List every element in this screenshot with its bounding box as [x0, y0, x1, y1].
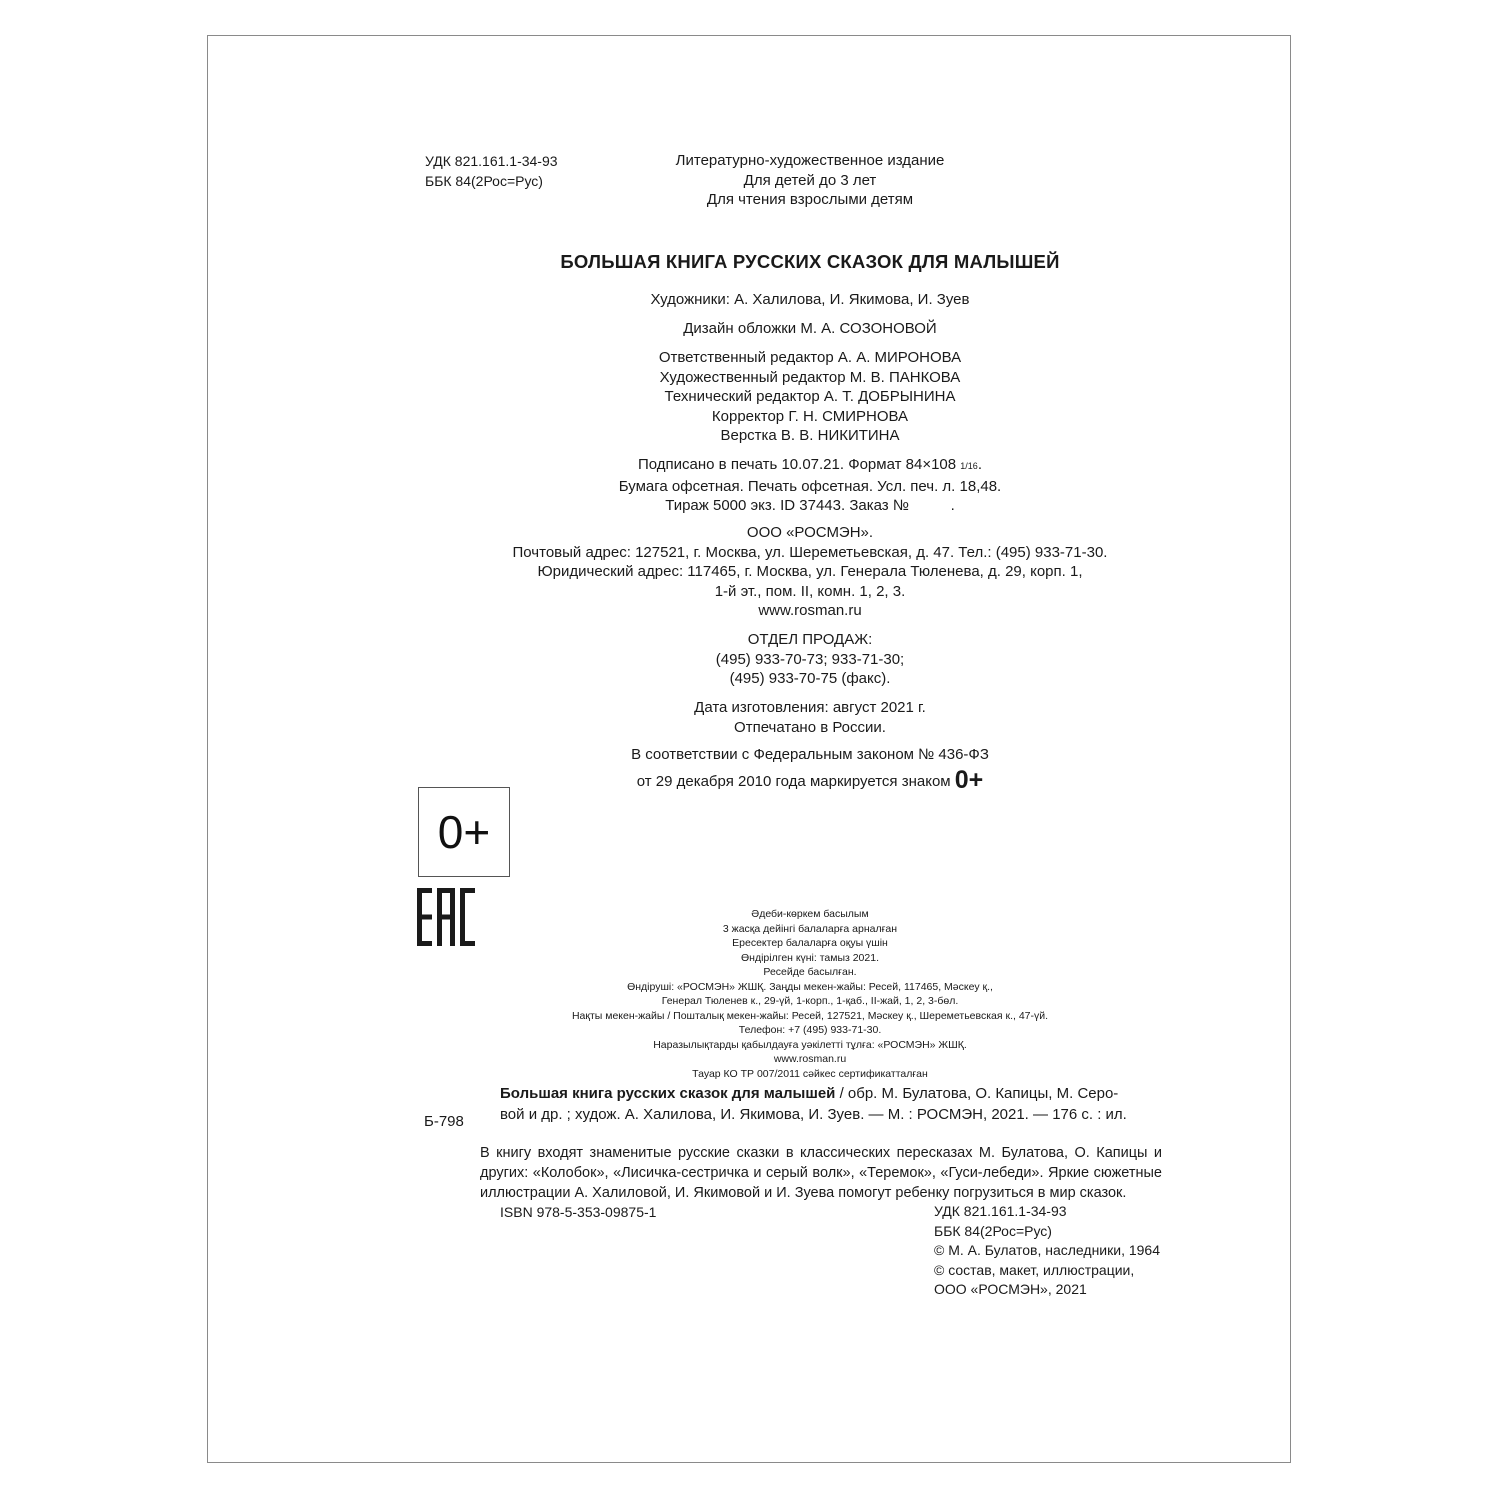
kazakh-line: Генерал Тюленев к., 29-үй, 1-корп., 1-қаб., ІІ-жай, 1, 2, 3-бөл.	[661, 995, 959, 1007]
kazakh-line: www.rosman.ru	[773, 1053, 847, 1065]
editors-block	[440, 348, 1180, 446]
kazakh-line: Әдеби-көркем басылым	[751, 908, 869, 920]
bbk-line: ББК 84(2Рос=Рус)	[425, 173, 543, 189]
biblio-line-2: вой и др. ; худож. А. Халилова, И. Якимова, И. Зуев. — М. : РОСМЭН, 2021. — 176 с. : ил.	[500, 1106, 1127, 1123]
kazakh-line: Ересектер балаларға оқуы үшін	[732, 937, 888, 949]
print-info-line-1	[440, 455, 1180, 477]
edition-reading: Для чтения взрослыми детям	[706, 191, 914, 208]
print-info-line-3: Тираж 5000 экз. ID 37443. Заказ № .	[665, 497, 955, 514]
isbn-number: ISBN 978-5-353-09875-1	[500, 1204, 657, 1220]
age-rating-badge: 0+	[418, 787, 510, 877]
editor-line: Технический редактор А. Т. ДОБРЫНИНА	[664, 388, 956, 405]
biblio-authors: / обр. М. Булатова, О. Капицы, М. Серо-	[835, 1085, 1119, 1102]
print-signed: Подписано в печать 10.07.21. Формат 84×108	[638, 456, 961, 473]
catalog-code: Б-798	[424, 1113, 464, 1130]
law-text: от 29 декабря 2010 года маркируется знаком	[636, 772, 955, 790]
copyright-author: © М. А. Булатов, наследники, 1964	[934, 1242, 1160, 1258]
print-info-line-2: Бумага офсетная. Печать офсетная. Усл. печ. л. 18,48.	[618, 477, 1002, 495]
print-line-end: .	[977, 456, 982, 473]
sales-heading: ОТДЕЛ ПРОДАЖ:	[747, 631, 873, 648]
editor-line: Ответственный редактор А. А. МИРОНОВА	[658, 349, 962, 366]
book-title: БОЛЬШАЯ КНИГА РУССКИХ СКАЗОК ДЛЯ МАЛЫШЕЙ	[560, 251, 1060, 272]
kazakh-line: Өндіруші: «РОСМЭН» ЖШҚ. Заңды мекен-жайы: Ресей, 117465, Мәскеу қ.,	[627, 980, 993, 993]
law-line-2	[440, 765, 1180, 797]
publisher-name: ООО «РОСМЭН».	[746, 524, 874, 541]
book-annotation: В книгу входят знаменитые русские сказки в классических пересказах М. Булатова, О. Капицы и других: «Колобок», «Лисичка-сестричка и серый волк», «Теремок», «Гуси-лебеди». Яркие сюжетные иллюстрации А. Халиловой, И. Якимовой и И. Зуева помогут ребенку погрузиться в мир сказок.	[480, 1145, 1162, 1201]
sales-phones: (495) 933-70-73; 933-71-30;	[715, 650, 905, 668]
publisher-website: www.rosman.ru	[758, 602, 862, 619]
udk-top-block	[425, 151, 558, 191]
postal-address: Почтовый адрес: 127521, г. Москва, ул. Шереметьевская, д. 47. Тел.: (495) 933-71-30.	[512, 543, 1108, 561]
printed-in: Отпечатано в России.	[734, 718, 886, 736]
editor-line: Художественный редактор М. В. ПАНКОВА	[659, 368, 961, 386]
sales-block	[440, 630, 1180, 689]
manufacture-block	[440, 698, 1180, 737]
kazakh-line: Нақты мекен-жайы / Пошталық мекен-жайы: Ресей, 127521, Мәскеу қ., Шереметьевская к., 47-үй.	[571, 1009, 1049, 1022]
legal-address: Юридический адрес: 117465, г. Москва, ул. Генерала Тюленева, д. 29, корп. 1,	[537, 563, 1083, 580]
law-age-mark: 0+	[954, 765, 984, 794]
kazakh-line: Ресейде басылған.	[763, 966, 857, 978]
format-fraction: 1/16	[960, 461, 978, 471]
publisher-block	[440, 523, 1180, 621]
biblio-title: Большая книга русских сказок для малышей	[500, 1085, 836, 1102]
copyright-udk: УДК 821.161.1-34-93	[934, 1203, 1067, 1219]
kazakh-line: Наразылықтарды қабылдауға уәкілетті тұлға: «РОСМЭН» ЖШҚ.	[653, 1038, 967, 1051]
copyright-composition: © состав, макет, иллюстрации,	[934, 1261, 1135, 1278]
edition-header	[640, 151, 980, 210]
kazakh-info-block	[440, 907, 1180, 1081]
cover-design-text: Дизайн обложки М. А. СОЗОНОВОЙ	[683, 320, 937, 337]
kazakh-line: 3 жасқа дейінгі балаларға арналған	[722, 922, 898, 935]
copyright-block	[934, 1202, 1160, 1300]
kazakh-line: Өндірілген күні: тамыз 2021.	[741, 951, 879, 964]
udk-line: УДК 821.161.1-34-93	[425, 153, 558, 169]
manufacture-date: Дата изготовления: август 2021 г.	[694, 699, 926, 716]
editor-line: Верстка В. В. НИКИТИНА	[720, 427, 900, 444]
law-block	[440, 745, 1180, 797]
legal-address-cont: 1-й эт., пом. II, комн. 1, 2, 3.	[714, 582, 906, 600]
edition-type: Литературно-художественное издание	[675, 152, 945, 169]
kazakh-line: Телефон: +7 (495) 933-71-30.	[738, 1024, 882, 1036]
edition-age: Для детей до 3 лет	[743, 171, 877, 189]
artists-line	[440, 290, 1180, 310]
law-line-1: В соответствии с Федеральным законом № 436-ФЗ	[631, 746, 989, 763]
print-info-block	[440, 455, 1180, 516]
bibliographic-record	[500, 1083, 1162, 1125]
biblio-line-1	[500, 1083, 1162, 1104]
kazakh-line: Тауар КО ТР 007/2011 сәйкес сертификатталған	[692, 1067, 928, 1080]
editor-line: Корректор Г. Н. СМИРНОВА	[711, 407, 909, 425]
cover-design-line	[440, 319, 1180, 339]
copyright-publisher: ООО «РОСМЭН», 2021	[934, 1281, 1087, 1297]
copyright-bbk: ББК 84(2Рос=Рус)	[934, 1222, 1052, 1239]
sales-fax: (495) 933-70-75 (факс).	[729, 670, 891, 687]
artists-text: Художники: А. Халилова, И. Якимова, И. Зуев	[650, 291, 970, 308]
